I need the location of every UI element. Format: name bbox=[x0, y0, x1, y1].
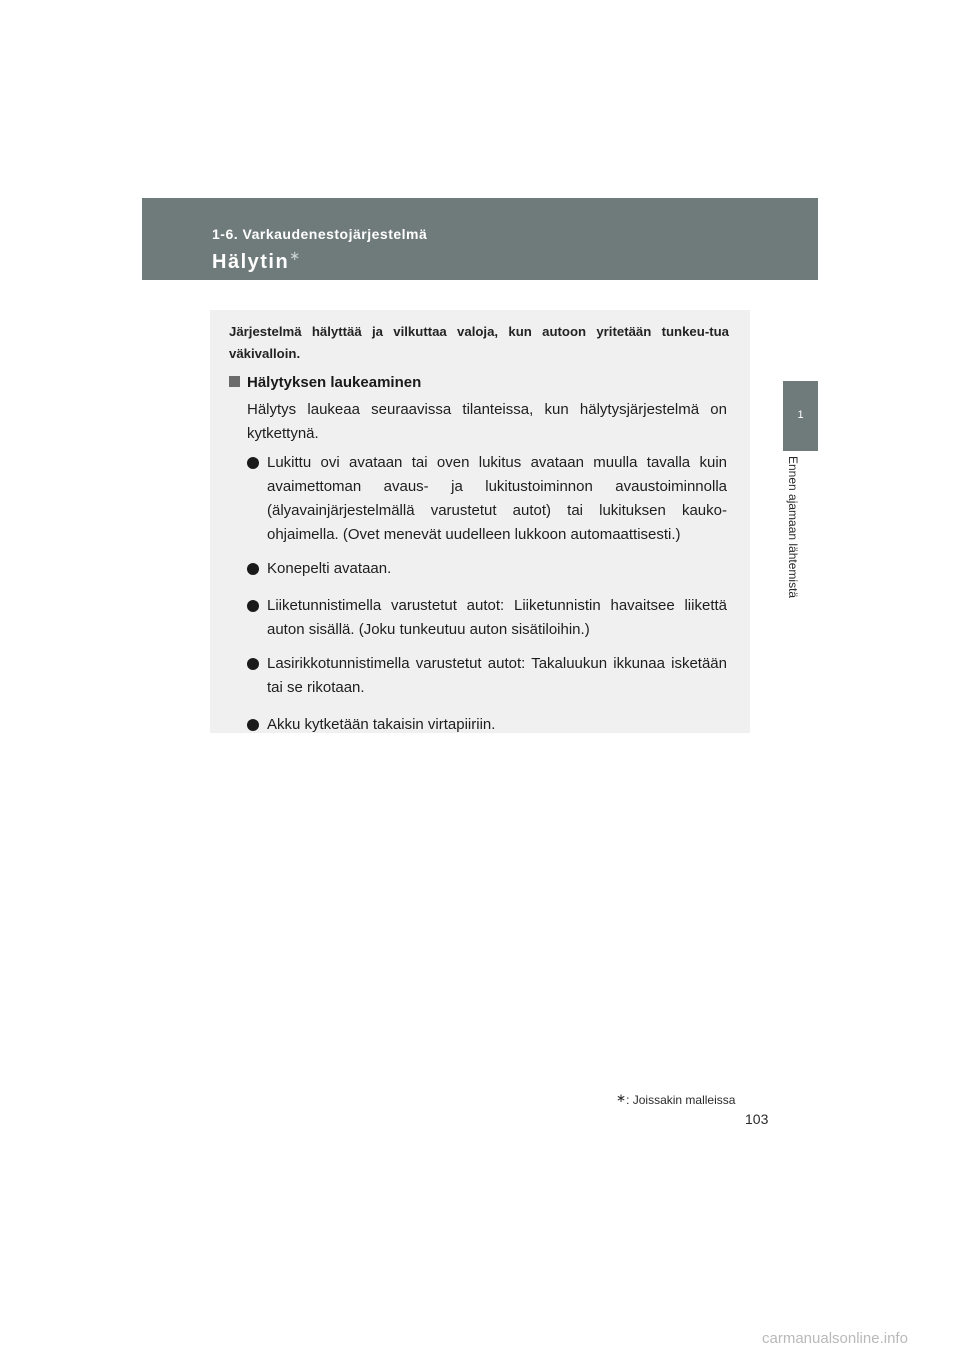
header-band bbox=[142, 198, 818, 280]
page-title-text: Hälytin bbox=[212, 251, 290, 273]
footnote-asterisk-marker: ∗ bbox=[616, 1091, 627, 1105]
list-item-text: Konepelti avataan. bbox=[267, 560, 392, 577]
list-item bbox=[247, 713, 727, 737]
intro-text: Järjestelmä hälyttää ja vilkuttaa valoja, kun autoon yritetään tunkeu-tua väkivalloin. bbox=[229, 324, 729, 361]
description-text: Hälytys laukeaa seuraavissa tilanteissa, kun hälytysjärjestelmä on kytkettynä. bbox=[247, 401, 727, 442]
square-bullet-icon bbox=[229, 376, 240, 387]
watermark: carmanualsonline.info bbox=[762, 1330, 908, 1347]
list-item-text: Lasirikkotunnistimella varustetut autot: Takaluukun ikkunaa isketään tai se rikotaan. bbox=[267, 655, 727, 696]
bullet-dot-icon bbox=[247, 600, 259, 612]
chapter-tab bbox=[783, 381, 818, 451]
subheading-text: Hälytyksen laukeaminen bbox=[247, 374, 422, 391]
list-item bbox=[247, 594, 727, 642]
list-item-text: Lukittu ovi avataan tai oven lukitus avataan muulla tavalla kuin avaimettoman avaus- ja lukitustoiminnon avaustoiminnolla (älyavainjärjestelmällä varustetut autot) tai lukituksen kauko-ohjaimella. (Ovet menevät uudelleen lukkoon automaattisesti.) bbox=[267, 454, 727, 543]
footnote-text: : Joissakin malleissa bbox=[626, 1093, 736, 1107]
bullet-dot-icon bbox=[247, 719, 259, 731]
bullet-dot-icon bbox=[247, 658, 259, 670]
bullet-dot-icon bbox=[247, 563, 259, 575]
list-item bbox=[247, 652, 727, 700]
chapter-label: Ennen ajamaan lähtemistä bbox=[786, 456, 800, 599]
page-number: 103 bbox=[745, 1111, 769, 1127]
content-panel bbox=[210, 310, 750, 733]
list-item-text: Liiketunnistimella varustetut autot: Liiketunnistin havaitsee liikettä auton sisällä. (Joku tunkeutuu auton sisätiloihin.) bbox=[267, 597, 727, 638]
list-item bbox=[247, 451, 727, 547]
footnote bbox=[616, 1091, 735, 1107]
page-title bbox=[212, 248, 300, 274]
list-item-text: Akku kytketään takaisin virtapiiriin. bbox=[267, 716, 496, 733]
bullet-dot-icon bbox=[247, 457, 259, 469]
title-asterisk-marker: ∗ bbox=[289, 248, 301, 263]
chapter-number: 1 bbox=[797, 409, 804, 421]
trigger-list bbox=[247, 451, 727, 747]
subheading bbox=[229, 374, 421, 391]
list-item bbox=[247, 557, 727, 581]
section-label: 1-6. Varkaudenestojärjestelmä bbox=[212, 226, 428, 242]
